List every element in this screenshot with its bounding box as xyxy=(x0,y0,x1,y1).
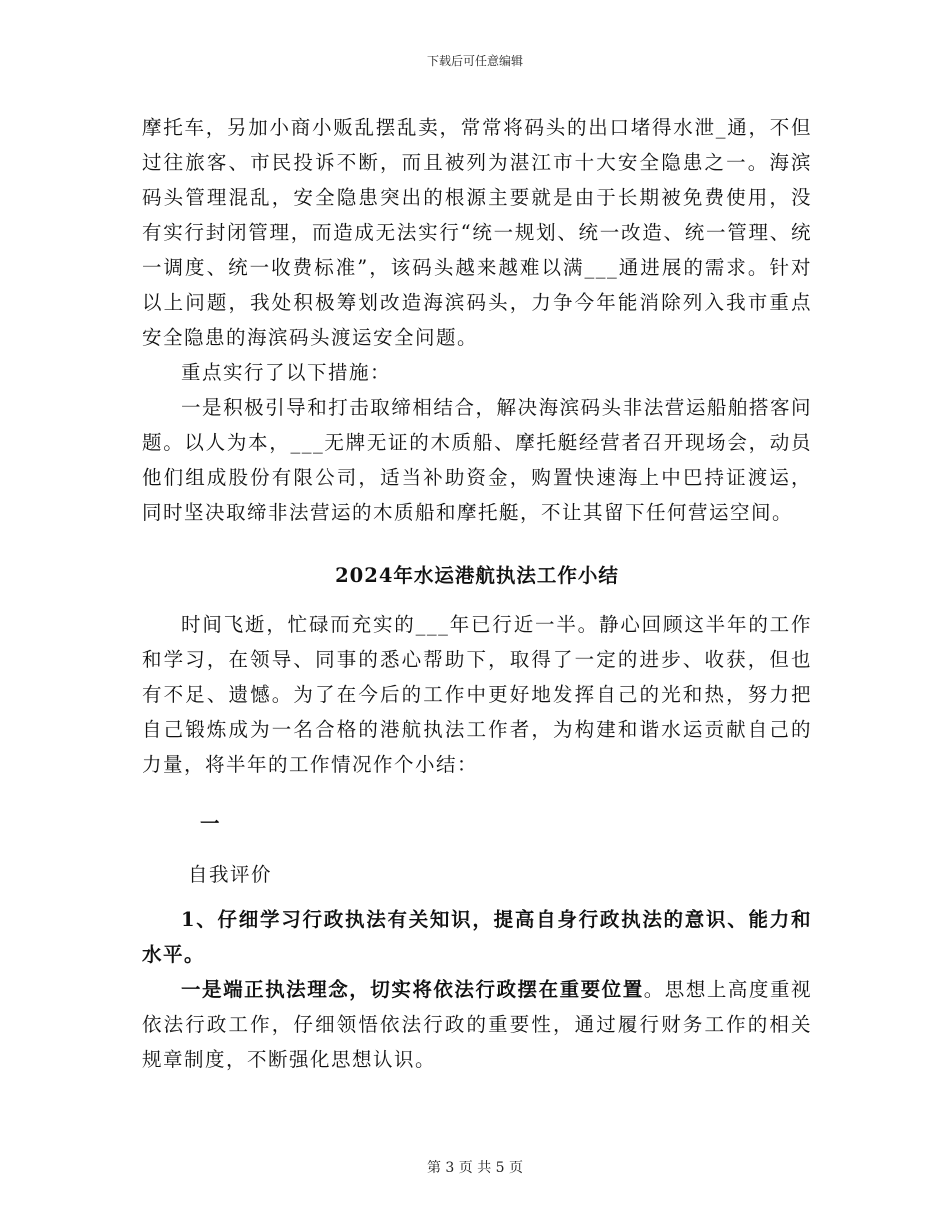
subheading-self-eval: 自我评价 xyxy=(188,863,273,886)
page-footer: 第 3 页 共 5 页 xyxy=(426,1160,524,1176)
point-paragraph xyxy=(142,972,812,1077)
page-header: 下载后可任意编辑 xyxy=(426,54,523,68)
heading-item-1: 1、仔细学习行政执法有关知识，提高自身行政执法的意识、能力和水平。 xyxy=(142,908,812,966)
body-paragraph-1: 摩托车，另加小商小贩乱摆乱卖，常常将码头的出口堵得水泄_通，不但过往旅客、市民投诉不断，而且被列为湛江市十大安全隐患之一。海滨码头管理混乱，安全隐患突出的根源主要就是由于长期被免费使用，没有实行封闭管理，而造成无法实行“统一规划、统一改造、统一管理、统一调度、统一收费标准”，该码头越来越难以满___通进展的需求。针对以上问题，我处积极筹划改造海滨码头，力争今年能消除列入我市重点安全隐患的海滨码头渡运安全问题。 xyxy=(142,116,812,349)
point-rest: 。思想上高度重视依法行政工作，仔细领悟依法行政的重要性，通过履行财务工作的相关规章制度，不断强化思想认识。 xyxy=(142,978,812,1071)
body-paragraph-2: 重点实行了以下措施： xyxy=(181,361,392,384)
section-intro: 时间飞逝，忙碌而充实的___年已行近一半。静心回顾这半年的工作和学习，在领导、同事的悉心帮助下，取得了一定的进步、收获，但也有不足、遗憾。为了在今后的工作中更好地发挥自己的光和热，努力把自己锻炼成为一名合格的港航执法工作者，为构建和谐水运贡献自己的力量，将半年的工作情况作个小结： xyxy=(142,613,812,776)
body-paragraph-3: 一是积极引导和打击取缔相结合，解决海滨码头非法营运船舶搭客问题。以人为本，___无牌无证的木质船、摩托艇经营者召开现场会，动员他们组成股份有限公司，适当补助资金，购置快速海上中巴持证渡运，同时坚决取缔非法营运的木质船和摩托艇，不让其留下任何营运空间。 xyxy=(142,396,812,524)
document-body xyxy=(142,110,812,1077)
point-lead: 一是端正执法理念，切实将依法行政摆在重要位置 xyxy=(181,978,644,1001)
section-number: 一 xyxy=(200,812,222,835)
section-title: 2024年水运港航执法工作小结 xyxy=(335,564,619,587)
